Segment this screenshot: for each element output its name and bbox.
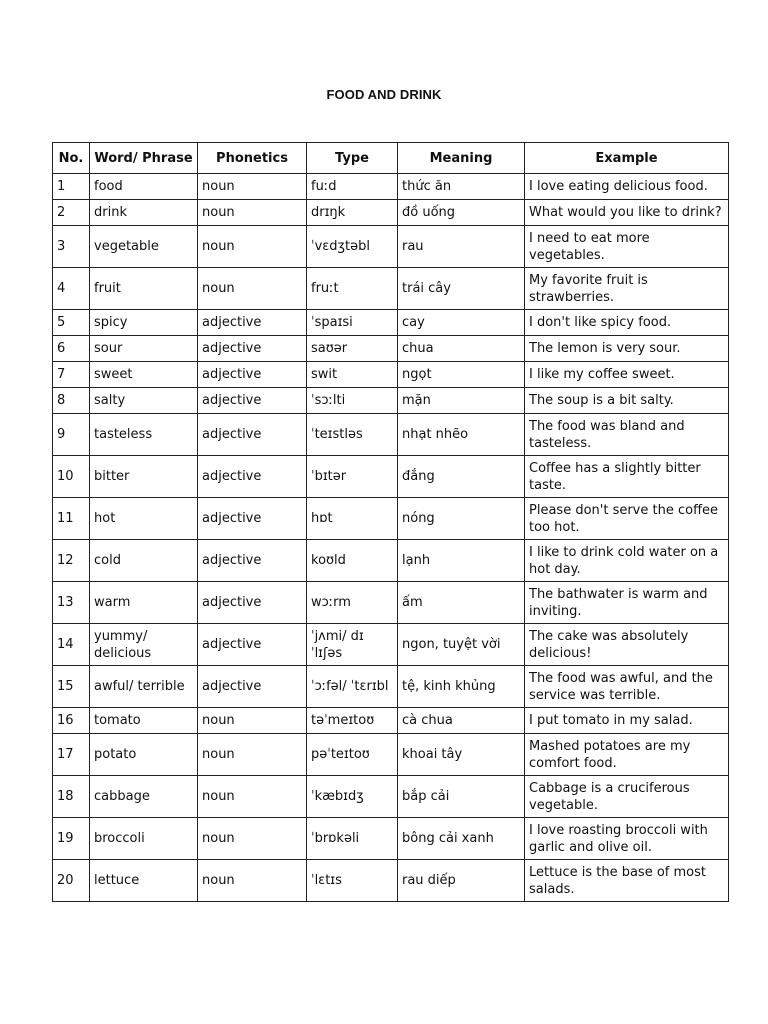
table-row: [53, 456, 729, 498]
cell-phonetics: noun: [198, 818, 307, 860]
cell-type: swit: [307, 362, 398, 388]
cell-no: 16: [53, 708, 90, 734]
cell-word: sweet: [90, 362, 198, 388]
cell-word: sour: [90, 336, 198, 362]
cell-phonetics: noun: [198, 708, 307, 734]
cell-type: ˈjʌmi/ dɪˈlɪʃəs: [307, 624, 398, 666]
cell-example: I love eating delicious food.: [525, 174, 729, 200]
cell-phonetics: noun: [198, 734, 307, 776]
table-row: [53, 498, 729, 540]
table-row: [53, 174, 729, 200]
table-row: [53, 268, 729, 310]
cell-no: 12: [53, 540, 90, 582]
cell-type: ˈkæbɪdʒ: [307, 776, 398, 818]
page-title: FOOD AND DRINK: [326, 87, 442, 102]
cell-meaning: bông cải xanh: [398, 818, 525, 860]
cell-meaning: chua: [398, 336, 525, 362]
cell-meaning: ngọt: [398, 362, 525, 388]
cell-word: food: [90, 174, 198, 200]
cell-example: Coffee has a slightly bitter taste.: [525, 456, 729, 498]
cell-type: drɪŋk: [307, 200, 398, 226]
cell-word: tomato: [90, 708, 198, 734]
table-row: [53, 362, 729, 388]
cell-example: I love roasting broccoli with garlic and olive oil.: [525, 818, 729, 860]
cell-meaning: cay: [398, 310, 525, 336]
table-row: [53, 776, 729, 818]
cell-example: I like my coffee sweet.: [525, 362, 729, 388]
table-row: [53, 582, 729, 624]
table-row: [53, 860, 729, 902]
cell-type: fuːd: [307, 174, 398, 200]
cell-meaning: đồ uống: [398, 200, 525, 226]
cell-example: I put tomato in my salad.: [525, 708, 729, 734]
cell-no: 19: [53, 818, 90, 860]
cell-example: Cabbage is a cruciferous vegetable.: [525, 776, 729, 818]
cell-example: My favorite fruit is strawberries.: [525, 268, 729, 310]
cell-example: What would you like to drink?: [525, 200, 729, 226]
cell-meaning: ngon, tuyệt vời: [398, 624, 525, 666]
cell-phonetics: adjective: [198, 540, 307, 582]
cell-meaning: mặn: [398, 388, 525, 414]
cell-no: 20: [53, 860, 90, 902]
cell-no: 11: [53, 498, 90, 540]
cell-meaning: cà chua: [398, 708, 525, 734]
table-row: [53, 624, 729, 666]
cell-no: 3: [53, 226, 90, 268]
cell-word: hot: [90, 498, 198, 540]
cell-word: tasteless: [90, 414, 198, 456]
cell-meaning: nóng: [398, 498, 525, 540]
cell-word: cold: [90, 540, 198, 582]
cell-example: The cake was absolutely delicious!: [525, 624, 729, 666]
cell-word: potato: [90, 734, 198, 776]
cell-no: 7: [53, 362, 90, 388]
cell-example: Please don't serve the coffee too hot.: [525, 498, 729, 540]
cell-type: wɔːrm: [307, 582, 398, 624]
cell-no: 13: [53, 582, 90, 624]
cell-example: The food was awful, and the service was terrible.: [525, 666, 729, 708]
table-header-row: [53, 143, 729, 174]
cell-phonetics: adjective: [198, 456, 307, 498]
cell-word: bitter: [90, 456, 198, 498]
cell-type: saʊər: [307, 336, 398, 362]
cell-type: ˈbɪtər: [307, 456, 398, 498]
cell-phonetics: adjective: [198, 666, 307, 708]
table-row: [53, 666, 729, 708]
cell-meaning: tệ, kinh khủng: [398, 666, 525, 708]
cell-type: ˈteɪstləs: [307, 414, 398, 456]
cell-no: 14: [53, 624, 90, 666]
table-body: [53, 174, 729, 902]
table-row: [53, 336, 729, 362]
cell-example: Lettuce is the base of most salads.: [525, 860, 729, 902]
cell-no: 9: [53, 414, 90, 456]
cell-no: 5: [53, 310, 90, 336]
cell-example: I don't like spicy food.: [525, 310, 729, 336]
cell-type: ˈlɛtɪs: [307, 860, 398, 902]
cell-phonetics: adjective: [198, 310, 307, 336]
cell-type: hɒt: [307, 498, 398, 540]
cell-word: fruit: [90, 268, 198, 310]
cell-meaning: rau: [398, 226, 525, 268]
cell-word: drink: [90, 200, 198, 226]
cell-phonetics: noun: [198, 268, 307, 310]
header-example: Example: [525, 143, 729, 174]
table-row: [53, 388, 729, 414]
cell-type: koʊld: [307, 540, 398, 582]
cell-example: Mashed potatoes are my comfort food.: [525, 734, 729, 776]
cell-word: yummy/ delicious: [90, 624, 198, 666]
cell-type: ˈbrɒkəli: [307, 818, 398, 860]
cell-meaning: rau diếp: [398, 860, 525, 902]
cell-word: awful/ terrible: [90, 666, 198, 708]
cell-no: 6: [53, 336, 90, 362]
cell-meaning: thức ăn: [398, 174, 525, 200]
table-row: [53, 540, 729, 582]
cell-word: vegetable: [90, 226, 198, 268]
cell-word: cabbage: [90, 776, 198, 818]
cell-word: warm: [90, 582, 198, 624]
cell-example: The food was bland and tasteless.: [525, 414, 729, 456]
cell-type: ˈɔːfəl/ ˈtɛrɪbl: [307, 666, 398, 708]
table-row: [53, 818, 729, 860]
cell-phonetics: noun: [198, 226, 307, 268]
cell-example: I need to eat more vegetables.: [525, 226, 729, 268]
cell-no: 4: [53, 268, 90, 310]
cell-phonetics: adjective: [198, 336, 307, 362]
cell-no: 1: [53, 174, 90, 200]
cell-meaning: nhạt nhẽo: [398, 414, 525, 456]
table-row: [53, 708, 729, 734]
cell-phonetics: adjective: [198, 362, 307, 388]
cell-meaning: đắng: [398, 456, 525, 498]
cell-phonetics: noun: [198, 174, 307, 200]
table-row: [53, 310, 729, 336]
cell-example: The lemon is very sour.: [525, 336, 729, 362]
cell-example: The soup is a bit salty.: [525, 388, 729, 414]
cell-phonetics: noun: [198, 860, 307, 902]
cell-word: broccoli: [90, 818, 198, 860]
header-no: No.: [53, 143, 90, 174]
cell-no: 15: [53, 666, 90, 708]
header-meaning: Meaning: [398, 143, 525, 174]
table-row: [53, 226, 729, 268]
cell-phonetics: adjective: [198, 498, 307, 540]
header-word-phrase: Word/ Phrase: [90, 143, 198, 174]
cell-example: The bathwater is warm and inviting.: [525, 582, 729, 624]
cell-phonetics: noun: [198, 776, 307, 818]
cell-word: salty: [90, 388, 198, 414]
cell-type: fruːt: [307, 268, 398, 310]
table-row: [53, 414, 729, 456]
table-row: [53, 734, 729, 776]
cell-example: I like to drink cold water on a hot day.: [525, 540, 729, 582]
cell-meaning: lạnh: [398, 540, 525, 582]
cell-no: 10: [53, 456, 90, 498]
cell-phonetics: adjective: [198, 388, 307, 414]
vocabulary-table: [52, 142, 729, 902]
cell-meaning: trái cây: [398, 268, 525, 310]
cell-phonetics: noun: [198, 200, 307, 226]
cell-type: təˈmeɪtoʊ: [307, 708, 398, 734]
cell-no: 2: [53, 200, 90, 226]
cell-word: lettuce: [90, 860, 198, 902]
cell-meaning: bắp cải: [398, 776, 525, 818]
cell-type: ˈvɛdʒtəbl: [307, 226, 398, 268]
cell-type: pəˈteɪtoʊ: [307, 734, 398, 776]
cell-phonetics: adjective: [198, 414, 307, 456]
cell-meaning: khoai tây: [398, 734, 525, 776]
cell-meaning: ấm: [398, 582, 525, 624]
cell-phonetics: adjective: [198, 582, 307, 624]
cell-phonetics: adjective: [198, 624, 307, 666]
table-row: [53, 200, 729, 226]
cell-no: 17: [53, 734, 90, 776]
cell-no: 18: [53, 776, 90, 818]
cell-type: ˈspaɪsi: [307, 310, 398, 336]
cell-type: ˈsɔːlti: [307, 388, 398, 414]
cell-word: spicy: [90, 310, 198, 336]
cell-no: 8: [53, 388, 90, 414]
header-phonetics: Phonetics: [198, 143, 307, 174]
header-type: Type: [307, 143, 398, 174]
